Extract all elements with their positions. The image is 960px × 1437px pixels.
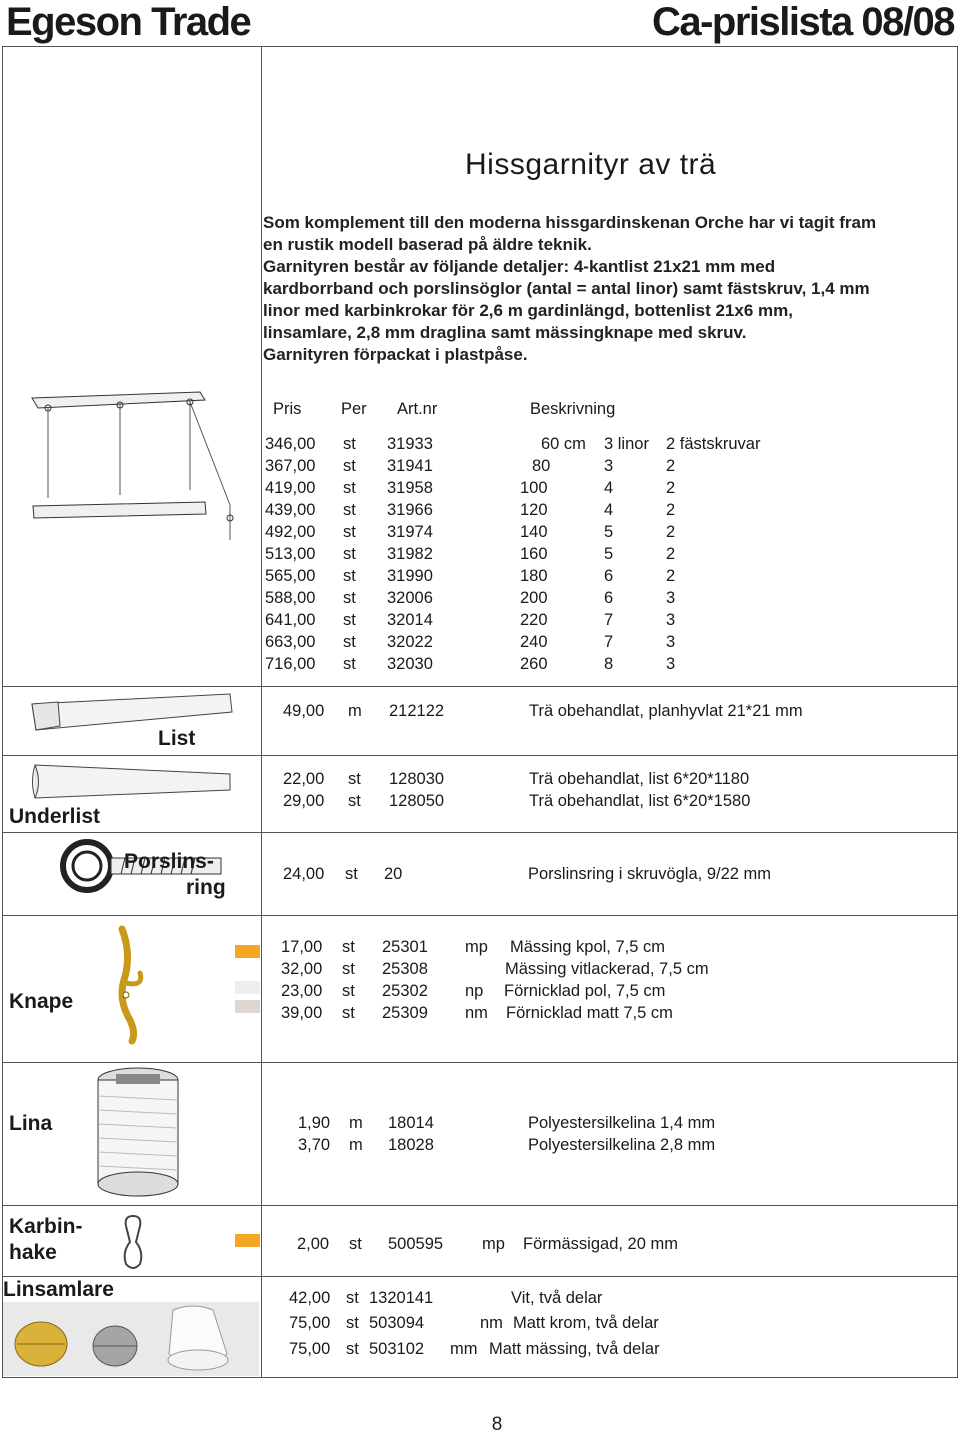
table-row-linor: 4 <box>604 501 614 519</box>
knape-row-code: mp <box>465 938 488 956</box>
linsamlare-row-pris: 75,00 <box>289 1314 331 1332</box>
table-row-artnr: 31990 <box>387 567 433 585</box>
karbinhake-artnr: 500595 <box>388 1235 444 1253</box>
intro-line: Garnityren består av följande detaljer: 4-kantlist 21x21 mm med <box>263 257 776 276</box>
section-title: Hissgarnityr av trä <box>465 148 717 181</box>
knape-row-desc: Förnicklad pol, 7,5 cm <box>504 982 666 1000</box>
underlist-pris: 22,00 <box>283 770 325 788</box>
knape-row-artnr: 25301 <box>382 938 428 956</box>
knape-label: Knape <box>9 990 74 1013</box>
underlist-per: st <box>348 792 361 810</box>
porslinsring-artnr: 20 <box>384 865 403 883</box>
lina-pris: 1,90 <box>298 1114 331 1132</box>
table-row-per: st <box>343 633 356 651</box>
knape-row-pris: 23,00 <box>281 982 323 1000</box>
lina-per: m <box>349 1136 363 1154</box>
karbinhake-label-line: hake <box>9 1241 57 1264</box>
linsamlare-illustration <box>3 1302 259 1376</box>
linsamlare-row-code: mm <box>450 1340 478 1358</box>
karbinhake-label <box>9 1214 83 1266</box>
list-per: m <box>348 702 362 720</box>
table-row-linor: 3 linor <box>604 435 649 453</box>
table-row-per: st <box>343 545 356 563</box>
table-row-skruv: 2 <box>666 501 676 519</box>
porslinsring-label-line: Porslins- <box>124 850 214 873</box>
intro-line: en rustik modell baserad på äldre teknik. <box>263 235 592 254</box>
table-row-skruv: 3 <box>666 633 676 651</box>
table-row-cm: 100 <box>520 479 548 497</box>
table-row-artnr: 32014 <box>387 611 433 629</box>
header-per: Per <box>341 400 367 418</box>
porslinsring-pris: 24,00 <box>283 865 325 883</box>
table-row-per: st <box>343 479 356 497</box>
underlist-artnr: 128050 <box>389 792 445 810</box>
karbinhake-per: st <box>349 1235 362 1253</box>
table-row-pris: 419,00 <box>265 479 316 497</box>
table-row-cm: 260 <box>520 655 548 673</box>
underlist-illustration <box>30 760 235 808</box>
table-row-linor: 4 <box>604 479 614 497</box>
lina-desc: Polyestersilkelina 2,8 mm <box>528 1136 716 1154</box>
linsamlare-row-pris: 42,00 <box>289 1289 331 1307</box>
table-row-per: st <box>343 611 356 629</box>
table-row-linor: 3 <box>604 457 614 475</box>
header-beskrivning: Beskrivning <box>530 400 616 418</box>
table-row-pris: 513,00 <box>265 545 316 563</box>
table-row-linor: 5 <box>604 545 614 563</box>
table-row-cm: 200 <box>520 589 548 607</box>
table-row-artnr: 32030 <box>387 655 433 673</box>
intro-line: kardborrband och porslinsöglor (antal = antal linor) samt fästskruv, 1,4 mm <box>263 279 870 298</box>
knape-row-pris: 39,00 <box>281 1004 323 1022</box>
knape-row-code: np <box>465 982 484 1000</box>
lina-pris: 3,70 <box>298 1136 331 1154</box>
swatch-orange <box>235 945 260 958</box>
intro-text <box>263 212 955 366</box>
table-row-linor: 6 <box>604 567 614 585</box>
underlist-artnr: 128030 <box>389 770 445 788</box>
linsamlare-row-artnr: 1320141 <box>369 1289 434 1307</box>
table-row-skruv: 3 <box>666 589 676 607</box>
porslinsring-label <box>124 849 226 901</box>
table-row-pris: 492,00 <box>265 523 316 541</box>
table-row-cm: 80 <box>532 457 551 475</box>
knape-row-per: st <box>342 938 355 956</box>
table-row-cm: 60 cm <box>541 435 586 453</box>
linsamlare-label: Linsamlare <box>3 1278 114 1301</box>
knape-row-per: st <box>342 1004 355 1022</box>
lina-label: Lina <box>9 1112 53 1135</box>
table-row-artnr: 31933 <box>387 435 433 453</box>
knape-row-desc: Mässing kpol, 7,5 cm <box>510 938 665 956</box>
intro-line: Garnityren förpackat i plastpåse. <box>263 345 528 364</box>
table-row-cm: 120 <box>520 501 548 519</box>
table-row-per: st <box>343 457 356 475</box>
lina-desc: Polyestersilkelina 1,4 mm <box>528 1114 716 1132</box>
list-pris: 49,00 <box>283 702 325 720</box>
table-row-pris: 367,00 <box>265 457 316 475</box>
linsamlare-row-code: nm <box>480 1314 503 1332</box>
porslinsring-desc: Porslinsring i skruvögla, 9/22 mm <box>528 865 772 883</box>
table-row-linor: 7 <box>604 611 614 629</box>
list-label: List <box>158 727 196 750</box>
table-row-cm: 140 <box>520 523 548 541</box>
linsamlare-row-pris: 75,00 <box>289 1340 331 1358</box>
table-row-linor: 8 <box>604 655 614 673</box>
table-row-linor: 7 <box>604 633 614 651</box>
table-row-artnr: 31941 <box>387 457 433 475</box>
knape-row-artnr: 25302 <box>382 982 428 1000</box>
table-row-pris: 663,00 <box>265 633 316 651</box>
table-row-linor: 5 <box>604 523 614 541</box>
header-artnr: Art.nr <box>397 400 438 418</box>
table-row-pris: 641,00 <box>265 611 316 629</box>
knape-row-code: nm <box>465 1004 488 1022</box>
table-row-artnr: 31982 <box>387 545 433 563</box>
intro-line: Som komplement till den moderna hissgardinskenan Orche har vi tagit fram <box>263 213 877 232</box>
knape-row-pris: 17,00 <box>281 938 323 956</box>
table-row-skruv: 2 <box>666 523 676 541</box>
table-row-per: st <box>343 523 356 541</box>
table-row-skruv: 2 <box>666 479 676 497</box>
linsamlare-row-per: st <box>346 1340 359 1358</box>
underlist-per: st <box>348 770 361 788</box>
karbinhake-label-line: Karbin- <box>9 1215 83 1238</box>
underlist-desc: Trä obehandlat, list 6*20*1180 <box>529 770 750 788</box>
page-number: 8 <box>491 1414 503 1435</box>
linsamlare-row-per: st <box>346 1289 359 1307</box>
table-row-artnr: 31958 <box>387 479 433 497</box>
linsamlare-row-per: st <box>346 1314 359 1332</box>
swatch-grey <box>235 1000 260 1013</box>
table-row-per: st <box>343 589 356 607</box>
knape-illustration <box>110 925 160 1045</box>
list-illustration <box>30 690 235 745</box>
porslinsring-per: st <box>345 865 358 883</box>
underlist-pris: 29,00 <box>283 792 325 810</box>
linsamlare-row-desc: Matt mässing, två delar <box>489 1340 660 1358</box>
table-row-skruv: 2 <box>666 567 676 585</box>
list-desc: Trä obehandlat, planhyvlat 21*21 mm <box>529 702 803 720</box>
hissgarnityr-illustration <box>30 390 250 550</box>
underlist-label: Underlist <box>9 805 101 828</box>
table-row-skruv: 3 <box>666 655 676 673</box>
pricelist-title: Ca-prislista 08/08 <box>651 0 954 44</box>
table-row-artnr: 32006 <box>387 589 433 607</box>
company-name: Egeson Trade <box>6 0 251 44</box>
linsamlare-row-desc: Matt krom, två delar <box>513 1314 659 1332</box>
table-row-cm: 240 <box>520 633 548 651</box>
table-row-per: st <box>343 435 356 453</box>
lina-illustration <box>88 1066 188 1198</box>
table-row-artnr: 31974 <box>387 523 433 541</box>
table-row-pris: 565,00 <box>265 567 316 585</box>
swatch-orange <box>235 1234 260 1247</box>
karbinhake-code: mp <box>482 1235 505 1253</box>
table-row-pris: 346,00 <box>265 435 316 453</box>
table-row-cm: 160 <box>520 545 548 563</box>
knape-row-desc: Förnicklad matt 7,5 cm <box>506 1004 673 1022</box>
table-row-artnr: 32022 <box>387 633 433 651</box>
table-row-per: st <box>343 655 356 673</box>
table-row-per: st <box>343 501 356 519</box>
table-row-cm: 180 <box>520 567 548 585</box>
table-row-pris: 588,00 <box>265 589 316 607</box>
knape-row-desc: Mässing vitlackerad, 7,5 cm <box>505 960 709 978</box>
karbinhake-desc: Förmässigad, 20 mm <box>523 1235 678 1253</box>
porslinsring-label-line: ring <box>186 876 226 899</box>
table-row-cm: 220 <box>520 611 548 629</box>
underlist-desc: Trä obehandlat, list 6*20*1580 <box>529 792 751 810</box>
table-row-skruv: 2 <box>666 545 676 563</box>
lina-per: m <box>349 1114 363 1132</box>
linsamlare-row-artnr: 503102 <box>369 1340 425 1358</box>
header-pris: Pris <box>273 400 302 418</box>
table-row-skruv: 2 <box>666 457 676 475</box>
karbinhake-illustration <box>118 1212 148 1274</box>
linsamlare-row-artnr: 503094 <box>369 1314 425 1332</box>
knape-row-per: st <box>342 960 355 978</box>
swatch-white <box>235 981 260 994</box>
knape-row-artnr: 25308 <box>382 960 428 978</box>
intro-line: linsamlare, 2,8 mm draglina samt mässingknape med skruv. <box>263 323 747 342</box>
intro-line: linor med karbinkrokar för 2,6 m gardinlängd, bottenlist 21x6 mm, <box>263 301 793 320</box>
table-row-skruv: 3 <box>666 611 676 629</box>
knape-row-pris: 32,00 <box>281 960 323 978</box>
lina-artnr: 18014 <box>388 1114 434 1132</box>
table-row-linor: 6 <box>604 589 614 607</box>
knape-row-per: st <box>342 982 355 1000</box>
linsamlare-row-desc: Vit, två delar <box>511 1289 603 1307</box>
table-row-per: st <box>343 567 356 585</box>
table-row-artnr: 31966 <box>387 501 433 519</box>
table-row-skruv: 2 fästskruvar <box>666 435 761 453</box>
table-row-pris: 716,00 <box>265 655 316 673</box>
table-row-pris: 439,00 <box>265 501 316 519</box>
karbinhake-pris: 2,00 <box>297 1235 330 1253</box>
lina-artnr: 18028 <box>388 1136 434 1154</box>
column-divider <box>261 46 262 1377</box>
list-artnr: 212122 <box>389 702 445 720</box>
knape-row-artnr: 25309 <box>382 1004 428 1022</box>
